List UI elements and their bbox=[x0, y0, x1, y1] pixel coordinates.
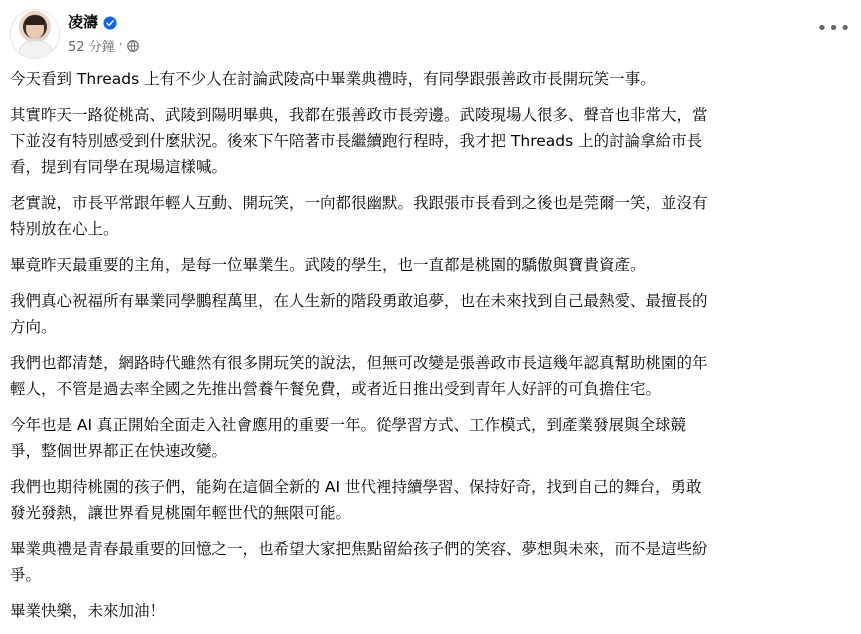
globe-icon[interactable] bbox=[127, 40, 139, 52]
more-options-icon[interactable]: ••• bbox=[816, 17, 852, 39]
meta-separator: · bbox=[118, 38, 123, 53]
post-body bbox=[10, 66, 855, 634]
post-paragraph: 畢竟昨天最重要的主角，是每一位畢業生。武陵的學生，也一直都是桃園的驕傲與寶貴資產。 bbox=[10, 256, 646, 274]
post-header bbox=[10, 9, 851, 61]
post-meta bbox=[68, 36, 139, 55]
avatar-hair bbox=[25, 16, 45, 25]
post-paragraph: 老實說，市長平常跟年輕人互動、開玩笑，一向都很幽默。我跟張市長看到之後也是莞爾一笑，並沒有 特別放在心上。 bbox=[10, 194, 708, 238]
author-name[interactable]: 凌濤 bbox=[68, 13, 99, 31]
avatar[interactable] bbox=[10, 9, 60, 59]
post-paragraph: 畢業快樂，未來加油！ bbox=[10, 602, 166, 620]
post-paragraph: 我們也期待桃園的孩子們，能夠在這個全新的 AI 世代裡持續學習、保持好奇，找到自己的舞台，勇敢 發光發熱，讓世界看見桃園年輕世代的無限可能。 bbox=[10, 478, 702, 522]
avatar-body bbox=[19, 40, 53, 59]
post-paragraph: 畢業典禮是青春最重要的回憶之一，也希望大家把焦點留給孩子們的笑容、夢想與未來，而不是這些紛 爭。 bbox=[10, 540, 708, 584]
author-row bbox=[68, 11, 117, 32]
post-paragraph: 今年也是 AI 真正開始全面走入社會應用的重要一年。從學習方式、工作模式，到產業發展與全球競 爭，整個世界都正在快速改變。 bbox=[10, 416, 687, 460]
post-paragraph: 其實昨天一路從桃高、武陵到陽明畢典，我都在張善政市長旁邊。武陵現場人很多、聲音也非常大，當 下並沒有特別感受到什麼狀況。後來下午陪著市長繼續跑行程時，我才把 Threads 上的討論拿給市長 看，提到有同學在現場這樣喊。 bbox=[10, 106, 708, 176]
post-paragraph: 我們真心祝福所有畢業同學鵬程萬里，在人生新的階段勇敢追夢，也在未來找到自己最熱愛、最擅長的 方向。 bbox=[10, 292, 708, 336]
post-paragraph: 我們也都清楚，網路時代雖然有很多開玩笑的說法，但無可改變是張善政市長這幾年認真幫助桃園的年 輕人，不管是過去率全國之先推出營養午餐免費，或者近日推出受到青年人好評的可負擔住宅。 bbox=[10, 354, 708, 398]
post-paragraph: 今天看到 Threads 上有不少人在討論武陵高中畢業典禮時，有同學跟張善政市長開玩笑一事。 bbox=[10, 70, 656, 88]
verified-badge-icon bbox=[103, 15, 117, 29]
post-timestamp[interactable]: 52 分鐘 bbox=[68, 40, 115, 55]
